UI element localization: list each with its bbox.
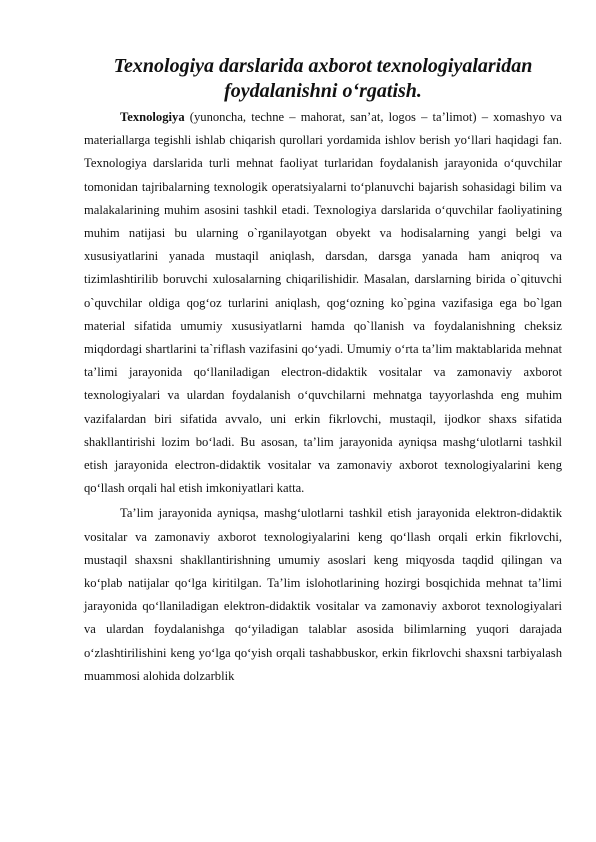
- paragraph-1-text: (yunoncha, techne – mahorat, san’at, logos – ta’limot) – xomashyo va materiallarga tegishli ishlab chiqarish qurollari yordamida ishlov berish yo‘llari haqidagi fan. Texnologiya darslarida turli mehnat faoliyat turlaridan foydalanish jarayonida o‘quvchilar tomonidan tajribalarning texnologik operatsiyalarni to‘planuvchi bajarish sohasidagi bilim va malakalarining muhim asosini tashkil etadi. Texnologiya darslarida o‘quvchilar faoliyatining muhim natijasi bu ularning o`rganilayotgan obyekt va hodisalarning yangi belgi va xususiyatlarini yanada mustaqil aniqlash, darsdan, darsga yanada ham aniqroq va tizimlashtirilib boruvchi xulosalarning chiqarilishidir. Masalan, darslarning birida o`qituvchi o`quvchilar oldiga qog‘oz turlarini aniqlash, qog‘ozning ko`pgina vazifasiga ega bo`lgan material sifatida umumiy xususiyatlarni hamda qo`llanish va foydalanishning cheksiz miqdordagi shartlarini ta`riflash vazifasini qo‘yadi. Umumiy o‘rta ta’lim maktablarida mehnat ta’limi jarayonida qo‘llaniladigan electron-didaktik vositalar va zamonaviy axborot texnologiyalari va ulardan foydalanish o‘quvchilarni mehnatga tayyorlashda eng muhim vazifalardan biri sifatida avvalo, uni erkin fikrlovchi, mustaqil, ijodkor shaxs sifatida shakllantirishi lozim bo‘ladi. Bu asosan, ta’lim jarayonida ayniqsa mashg‘ulotlarni tashkil etish jarayonida electron-didaktik vositalar va zamonaviy axborot texnologiyalarini keng qo‘llash orqali hal etish imkoniyatlari katta.: [84, 110, 562, 496]
- paragraph-1: [84, 106, 562, 500]
- paragraph-2: Ta’lim jarayonida ayniqsa, mashg‘ulotlarni tashkil etish jarayonida elektron-didaktik vositalar va zamonaviy axborot texnologiyalarini keng qo‘llash orqali erkin fikrlovchi, mustaqil shaxsni shakllantirishning umumiy asoslari keng miqyosda taqdid qilingan va ko‘plab natijalar qo‘lga kiritilgan. Ta’lim islohotlarining hozirgi bosqichida mehnat ta’limi jarayonida qo‘llaniladigan elektron-didaktik vositalar va zamonaviy axborot texnologiyalari va ulardan foydalanishga qo‘yiladigan talablar asosida bilimlarning yuqori darajada o‘zlashtirilishini keng yo‘lga qo‘yish orqali tashabbuskor, erkin fikrlovchi shaxsni tarbiyalash muammosi alohida dolzarblik: [84, 506, 562, 683]
- page-title: Texnologiya darslarida axborot texnologiyalaridan foydalanishni o‘rgatish.: [113, 55, 533, 102]
- paragraph-1-lead: Texnologiya: [120, 110, 185, 124]
